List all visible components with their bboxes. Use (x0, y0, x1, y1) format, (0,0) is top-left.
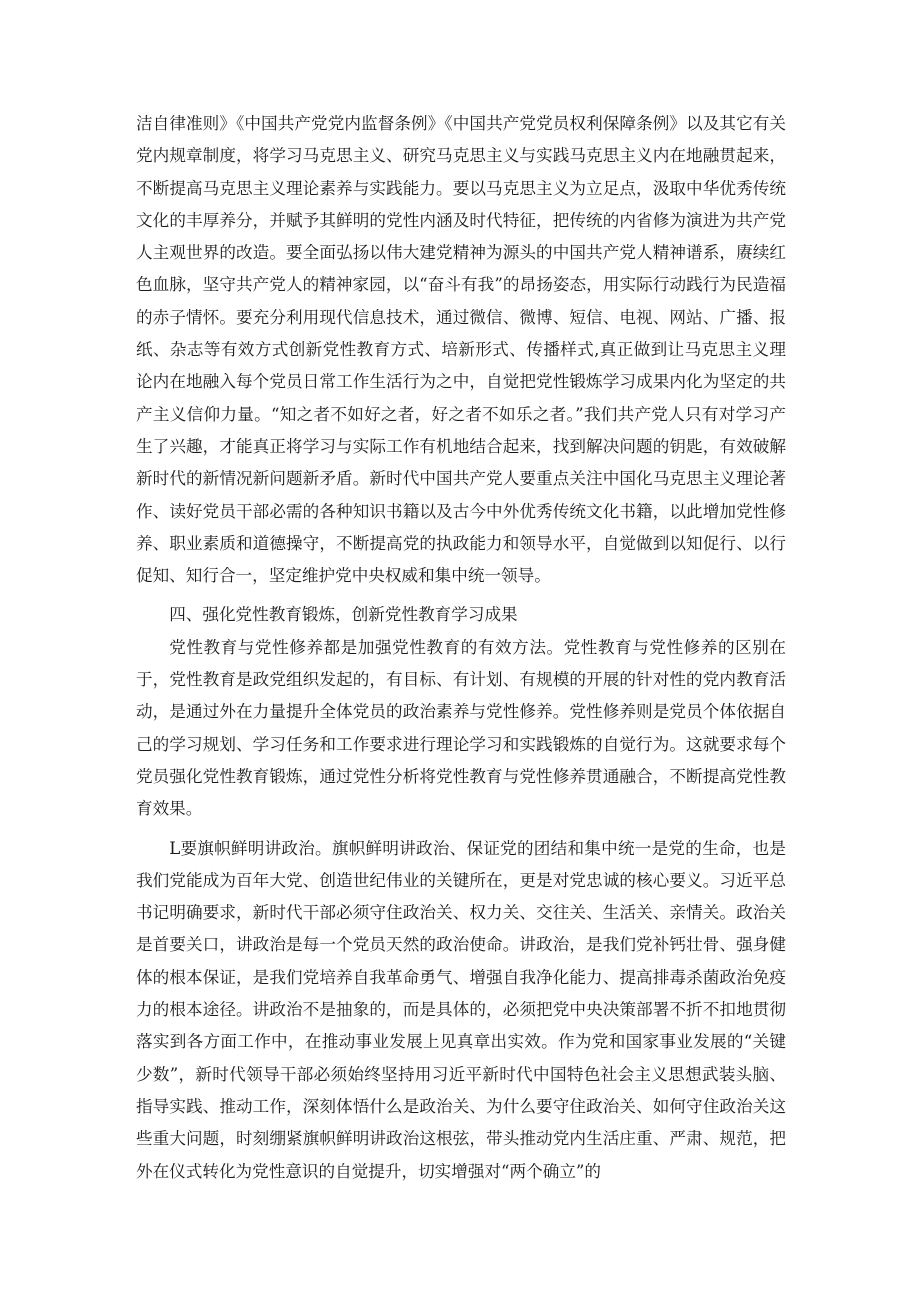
body-paragraph-2: 党性教育与党性修养都是加强党性教育的有效方法。党性教育与党性修养的区别在于，党性教育是政党组织发起的，有目标、有计划、有规模的开展的针对性的党内教育活动，是通过外在力量提升全体党员的政治素养与党性修养。党性修养则是党员个体依据自己的学习规划、学习任务和工作要求进行理论学习和实践锻炼的自觉行为。这就要求每个党员强化党性教育锻炼，通过党性分析将党性教育与党性修养贯通融合，不断提高党性教育效果。 (136, 637, 786, 819)
body-paragraph-3: L要旗帜鲜明讲政治。旗帜鲜明讲政治、保证党的团结和集中统一是党的生命，也是我们党能成为百年大党、创造世纪伟业的关键所在，更是对党忠诚的核心要义。习近平总书记明确要求，新时代干部必须守住政治关、权力关、交往关、生活关、亲情关。政治关是首要关口，讲政治是每一个党员天然的政治使命。讲政治，是我们党补钙壮骨、强身健体的根本保证，是我们党培养自我革命勇气、增强自我净化能力、提高排毒杀菌政治免疫力的根本途径。讲政治不是抽象的，而是具体的，必须把党中央决策部署不折不扣地贯彻落实到各方面工作中，在推动事业发展上见真章出实效。作为党和国家事业发展的“关键少数”，新时代领导干部必须始终坚持用习近平新时代中国特色社会主义思想武装头脑、指导实践、推动工作，深刻体悟什么是政治关、为什么要守住政治关、如何守住政治关这些重大问题，时刻绷紧旗帜鲜明讲政治这根弦，带头推动党内生活庄重、严肃、规范，把外在仪式转化为党性意识的自觉提升，切实增强对“两个确立”的 (136, 838, 786, 1181)
body-paragraph-1: 洁自律准则》《中国共产党党内监督条例》《中国共产党党员权利保障条例》以及其它有关党内规章制度，将学习马克思主义、研究马克思主义与实践马克思主义内在地融贯起来，不断提高马克思主义理论素养与实践能力。要以马克思主义为立足点，汲取中华优秀传统文化的丰厚养分，并赋予其鲜明的党性内涵及时代特征，把传统的内省修为演进为共产党人主观世界的改造。要全面弘扬以伟大建党精神为源头的中国共产党人精神谱系，赓续红色血脉，坚守共产党人的精神家园，以“奋斗有我”的昂扬姿态，用实际行动践行为民造福的赤子情怀。要充分利用现代信息技术，通过微信、微博、短信、电视、网站、广播、报纸、杂志等有效方式创新党性教育方式、培新形式、传播样式,真正做到让马克思主义理论内在地融入每个党员日常工作生活行为之中，自觉把党性锻炼学习成果内化为坚定的共产主义信仰力量。“知之者不如好之者，好之者不如乐之者。”我们共产党人只有对学习产生了兴趣，才能真正将学习与实际工作有机地结合起来，找到解决问题的钥匙，有效破解新时代的新情况新问题新矛盾。新时代中国共产党人要重点关注中国化马克思主义理论著作、读好党员干部必需的各种知识书籍以及古今中外优秀传统文化书籍，以此增加党性修养、职业素质和道德操守，不断提高党的执政能力和领导水平，自觉做到以知促行、以行促知、知行合一，坚定维护党中央权威和集中统一领导。 (136, 114, 786, 586)
document-page (136, 108, 786, 1188)
section-heading: 四、强化党性教育锻炼，创新党性教育学习成果 (169, 605, 518, 625)
